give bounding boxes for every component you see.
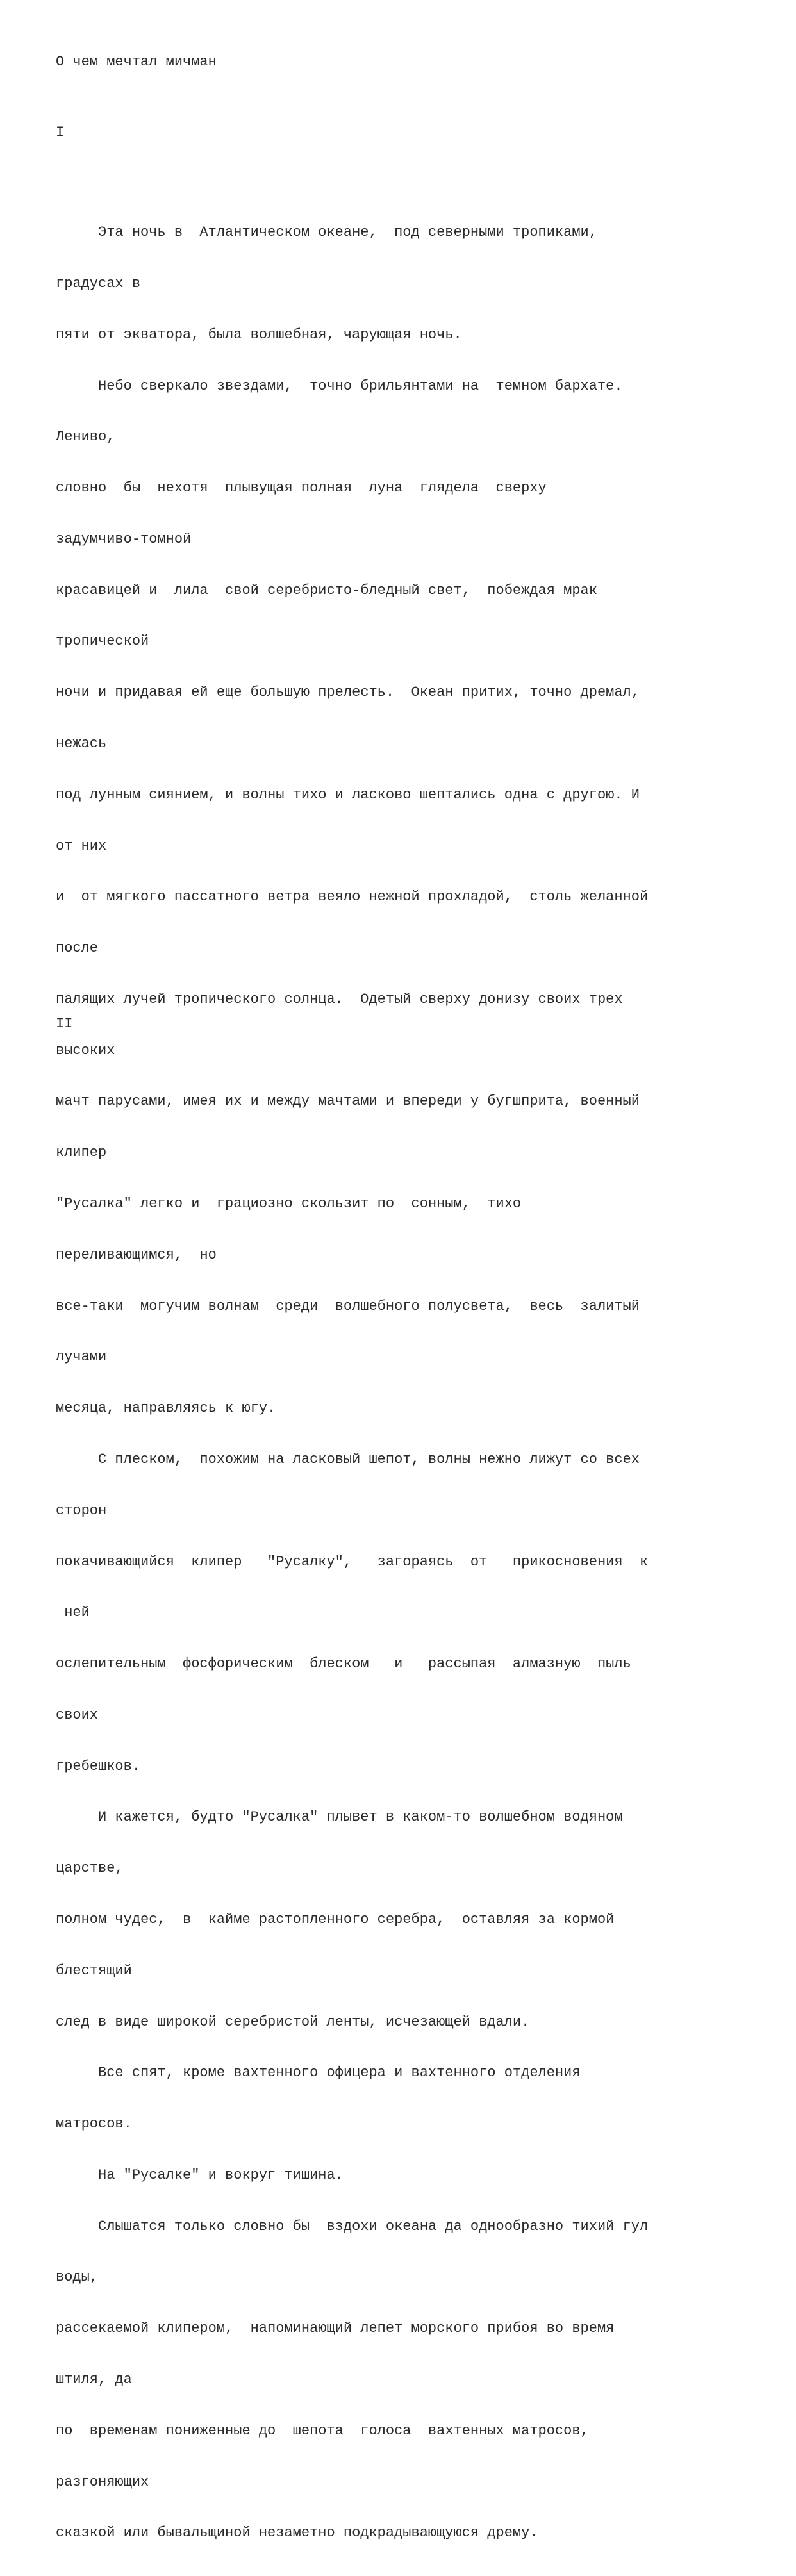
text-line: рассекаемой клипером, напоминающий лепет морского прибоя во время bbox=[56, 2320, 615, 2337]
text-line: "Русалка" легко и грациозно скользит по сонным, тихо bbox=[56, 1196, 522, 1212]
text-line: словно бы нехотя плывущая полная луна глядела сверху bbox=[56, 480, 547, 497]
text-line: штиля, да bbox=[56, 2372, 132, 2388]
text-line: гребешков. bbox=[56, 1758, 141, 1774]
text-line: ослепительным фосфорическим блеском и рассыпая алмазную пыль bbox=[56, 1656, 631, 1672]
text-line: С плеском, похожим на ласковый шепот, волны нежно лижут со всех bbox=[56, 1451, 640, 1467]
text-line: блестящий bbox=[56, 1962, 132, 1979]
text-line: мачт парусами, имея их и между мачтами и впереди у бугшприта, военный bbox=[56, 1093, 640, 1110]
text-line: красавицей и лила свой серебристо-бледный свет, побеждая мрак bbox=[56, 582, 597, 599]
text-line: воды, bbox=[56, 2269, 99, 2286]
text-line: задумчиво-томной bbox=[56, 531, 192, 547]
text-line: после bbox=[56, 940, 99, 957]
text-line: пяти от экватора, была волшебная, чарующая ночь. bbox=[56, 326, 462, 343]
chapter-1-text bbox=[56, 190, 648, 2576]
text-line: Слышатся только словно бы вздохи океана да однообразно тихий гул bbox=[56, 2218, 649, 2234]
text-line: На "Русалке" и вокруг тишина. bbox=[56, 2167, 344, 2183]
text-line: сказкой или бывальщиной незаметно подкрадывающуюся дрему. bbox=[56, 2525, 538, 2541]
text-line: все-таки могучим волнам среди волшебного полусвета, весь залитый bbox=[56, 1298, 640, 1314]
text-line: клипер bbox=[56, 1144, 107, 1161]
text-line: царстве, bbox=[56, 1860, 124, 1877]
text-line: покачивающийся клипер "Русалку", загораясь от прикосновения к bbox=[56, 1553, 649, 1570]
text-line: от них bbox=[56, 838, 107, 854]
text-line: тропической bbox=[56, 633, 149, 650]
text-line: палящих лучей тропического солнца. Одетый сверху донизу своих трех bbox=[56, 991, 623, 1007]
text-line: градусах в bbox=[56, 275, 141, 292]
text-line: высоких bbox=[56, 1042, 115, 1059]
text-line: ночи и придавая ей еще большую прелесть. Океан притих, точно дремал, bbox=[56, 684, 640, 701]
text-line: ней bbox=[56, 1605, 90, 1621]
text-line: разгоняющих bbox=[56, 2473, 149, 2490]
document-title: О чем мечтал мичман bbox=[56, 54, 217, 70]
text-line: под лунным сиянием, и волны тихо и ласково шептались одна с другою. И bbox=[56, 786, 640, 803]
text-line: лучами bbox=[56, 1349, 107, 1366]
text-line: Лениво, bbox=[56, 429, 115, 445]
text-line: переливающимся, но bbox=[56, 1246, 217, 1263]
text-line: И кажется, будто "Русалка" плывет в каком-то волшебном водяном bbox=[56, 1809, 623, 1826]
text-line: след в виде широкой серебристой ленты, исчезающей вдали. bbox=[56, 2013, 530, 2030]
text-line: и от мягкого пассатного ветра веяло нежной прохладой, столь желанной bbox=[56, 889, 649, 905]
text-line: полном чудес, в кайме растопленного серебра, оставляя за кормой bbox=[56, 1911, 615, 1928]
text-line: своих bbox=[56, 1706, 99, 1723]
text-line: месяца, направляясь к югу. bbox=[56, 1400, 276, 1417]
chapter-heading-1: I bbox=[56, 124, 65, 140]
text-line: Небо сверкало звездами, точно брильянтами на темном бархате. bbox=[56, 377, 623, 394]
text-line: по временам пониженные до шепота голоса вахтенных матросов, bbox=[56, 2422, 589, 2439]
text-line: Эта ночь в Атлантическом океане, под северными тропиками, bbox=[56, 224, 597, 241]
text-line: сторон bbox=[56, 1502, 107, 1519]
chapter-heading-2: II bbox=[56, 1016, 73, 1032]
text-line: нежась bbox=[56, 736, 107, 752]
text-line: Все спят, кроме вахтенного офицера и вахтенного отделения bbox=[56, 2065, 581, 2081]
text-line: матросов. bbox=[56, 2116, 132, 2133]
